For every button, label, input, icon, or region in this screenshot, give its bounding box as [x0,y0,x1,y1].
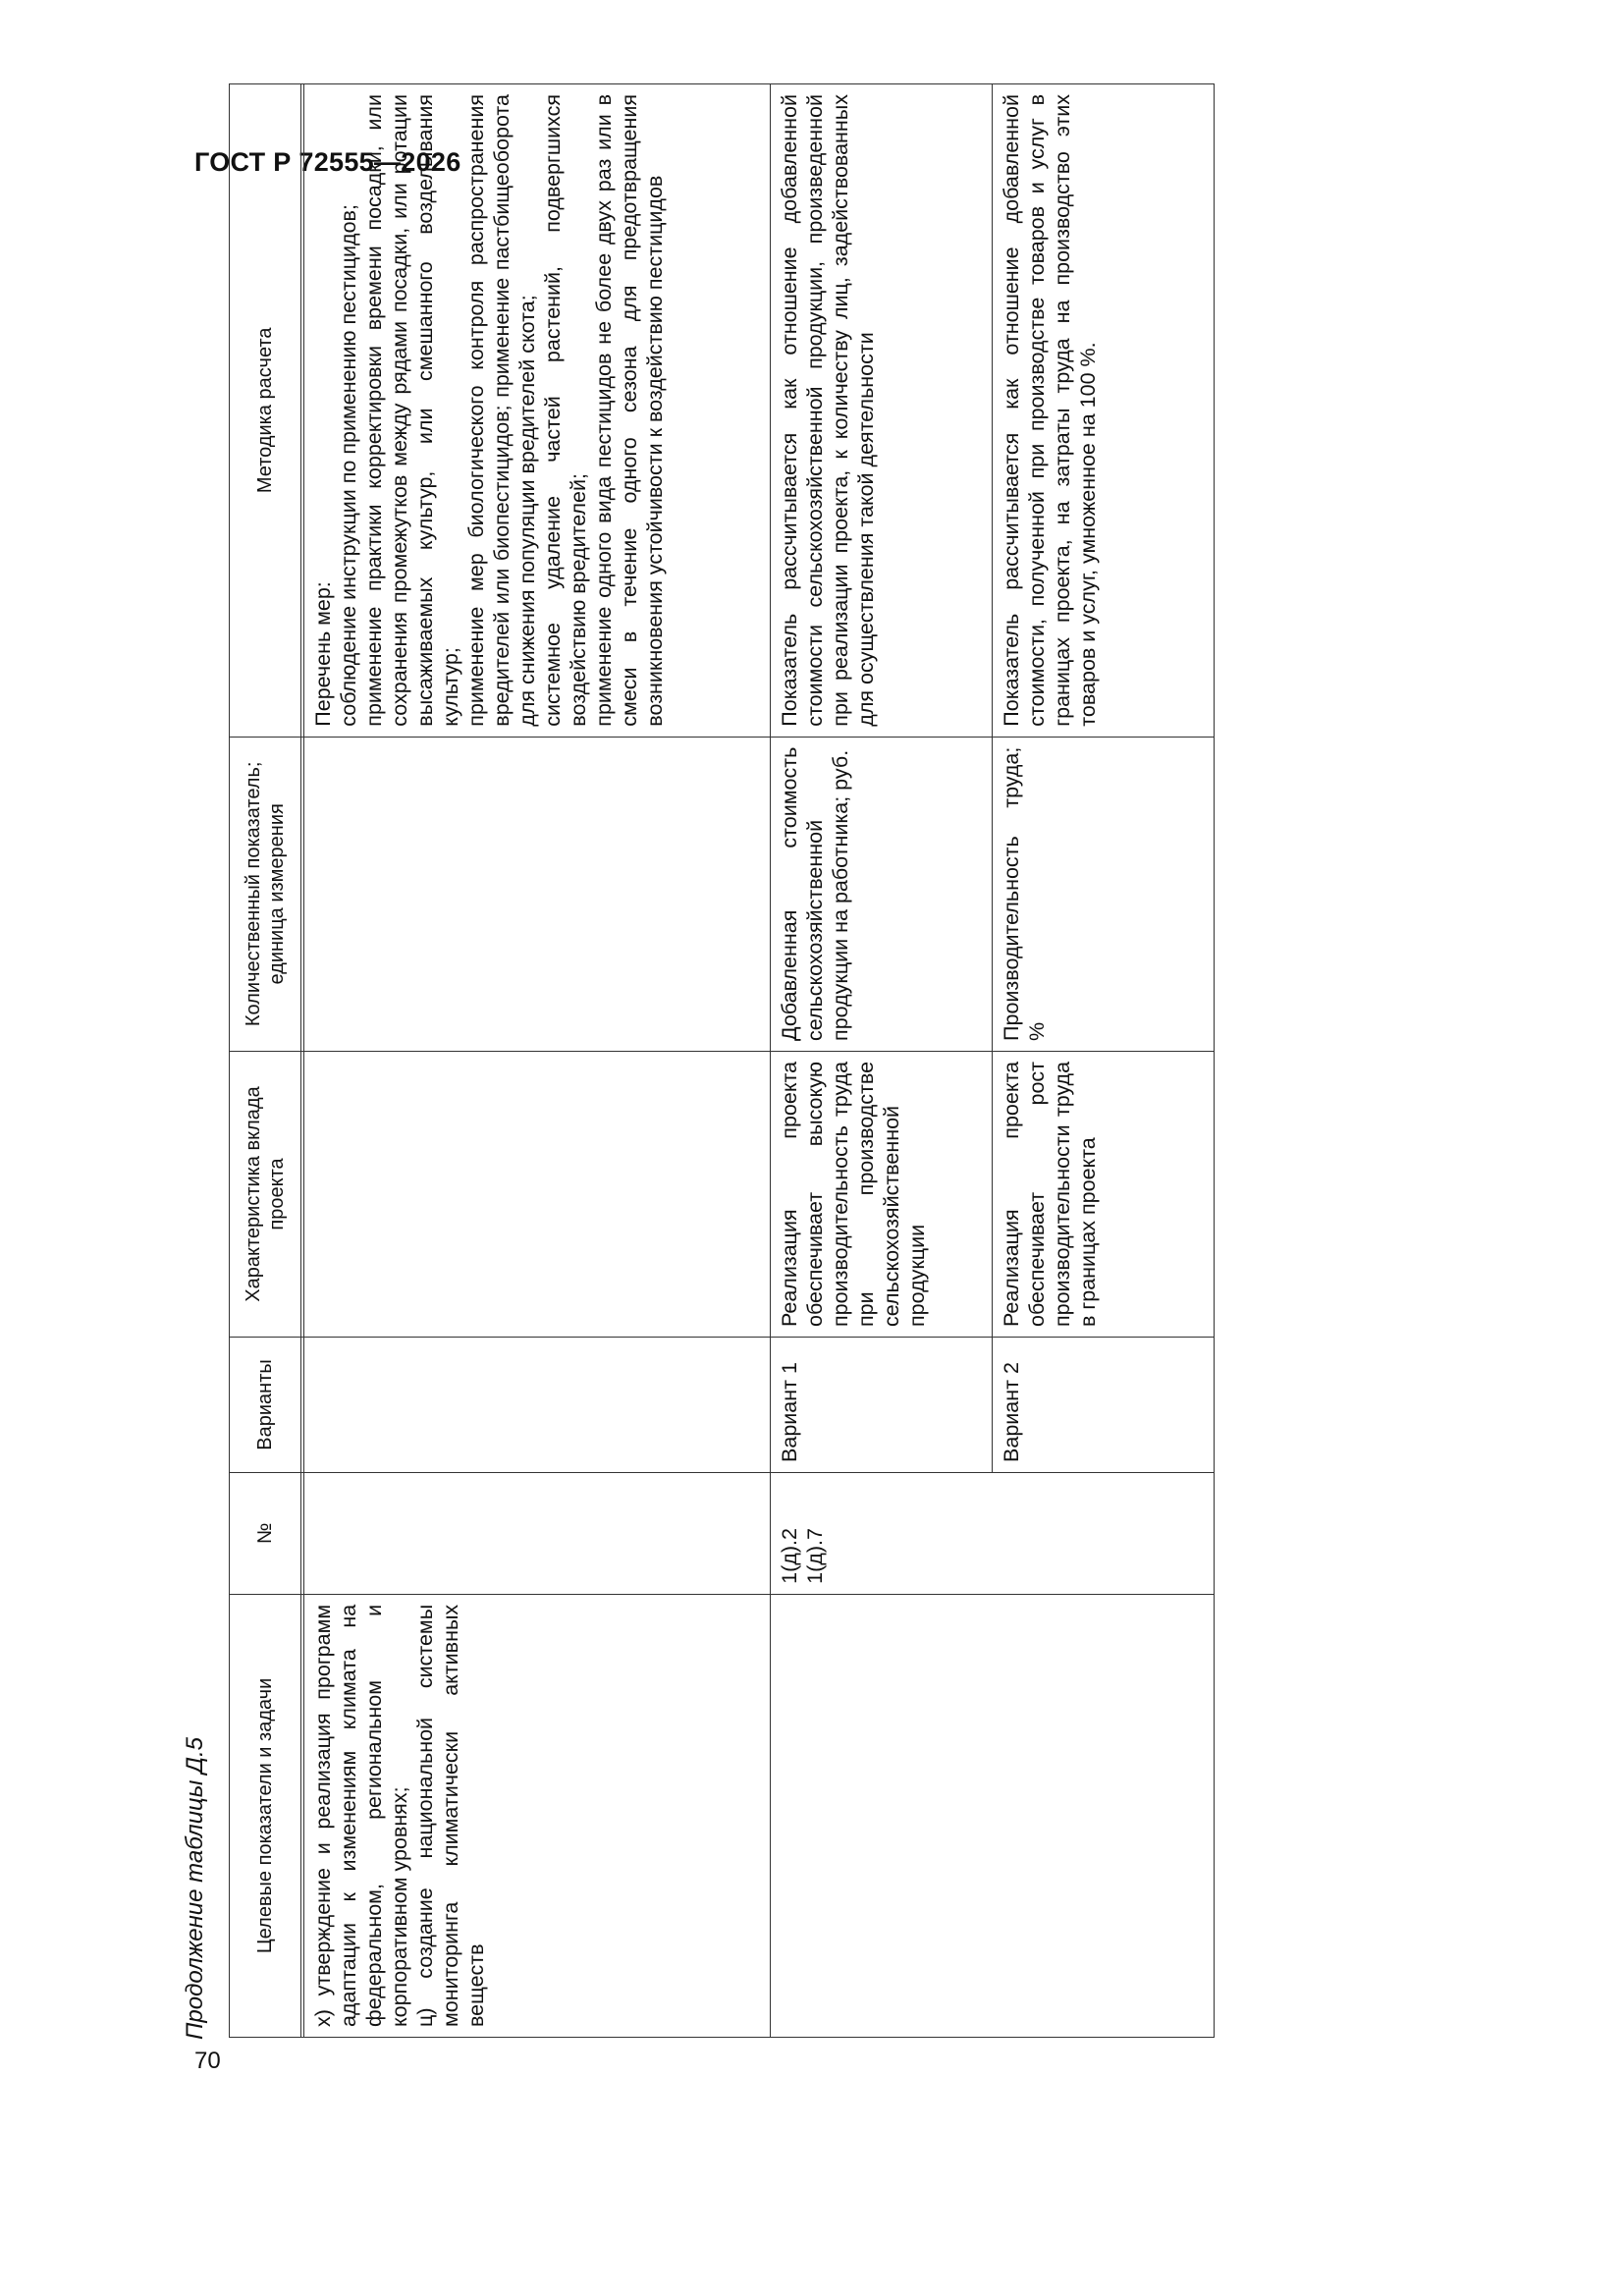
header-indicator: Количественный показатель; единица измерения [230,737,301,1051]
method-line: применение мер биологического контроля распространения вредителей или биопестицидов; применение пастбищеоборота для снижения популяции вредителей скота; [464,94,539,727]
goals-cell-empty [771,1594,1215,2037]
header-number: № [230,1472,301,1594]
document-code: ГОСТ Р 72555—2026 [194,147,461,177]
method-line: системное удаление частей растений, подвергшихся воздействию вредителей; [541,94,590,727]
page-number: 70 [194,2048,221,2074]
method-cell: Показатель рассчитывается как отношение добавленной стоимости, полученной при производстве товаров и услуг в границах проекта, на затраты труда на производство этих товаров и услуг, умноженное на 100 %. [993,84,1215,738]
method-line: Перечень мер: [311,581,335,727]
goal-item: ц) создание национальной системы мониторинга климатически активных веществ [413,1604,488,2027]
indicator-cell: Производительность труда; % [993,737,1215,1051]
header-contribution: Характеристика вклада проекта [230,1051,301,1337]
table-caption: Продолжение таблицы Д.5 [182,1736,208,2040]
number-cell [304,1472,771,1594]
number-cell: 1(д).2 1(д).7 [771,1472,1215,1594]
contribution-cell [304,1051,771,1337]
indicator-cell [304,737,771,1051]
method-line: применение одного вида пестицидов не более двух раз или в смеси в течение одного сезона для предотвращения возникновения устойчивости к воздействию пестицидов [592,94,667,727]
header-variants: Варианты [230,1338,301,1473]
variant-cell [304,1338,771,1473]
header-method: Методика расчета [230,84,301,738]
goal-item: х) утверждение и реализация программ адаптации к изменениям климата на федеральном, региональном и корпоративном уровнях; [311,1604,411,2027]
method-cell: Показатель рассчитывается как отношение добавленной стоимости сельскохозяйственной продукции, произведенной при реализации проекта, к количеству лиц, задействованных для осуществления такой деятельности [771,84,993,738]
indicator-cell: Добавленная стоимость сельскохозяйственной продукции на работника; руб. [771,737,993,1051]
table-row [304,84,771,2038]
goals-cell [304,1594,771,2037]
table-row [771,84,993,2038]
method-line: соблюдение инструкции по применению пестицидов; [337,204,360,727]
contribution-cell: Реализация проекта обеспечивает высокую производительность труда при производстве сельскохозяйственной продукции [771,1051,993,1337]
variant-cell: Вариант 2 [993,1338,1215,1473]
header-goals: Целевые показатели и задачи [230,1594,301,2037]
method-line: применение практики корректировки времени посадки, или сохранения промежутков между рядами посадки, или ротации высаживаемых культур, или смешанного возделывания культур; [362,94,462,727]
contribution-cell: Реализация проекта обеспечивает рост производительности труда в границах проекта [993,1051,1215,1337]
table-header-row [230,84,301,2038]
continuation-table [229,83,1215,2038]
variant-cell: Вариант 1 [771,1338,993,1473]
method-cell [304,84,771,738]
rotated-content [182,0,1605,2048]
